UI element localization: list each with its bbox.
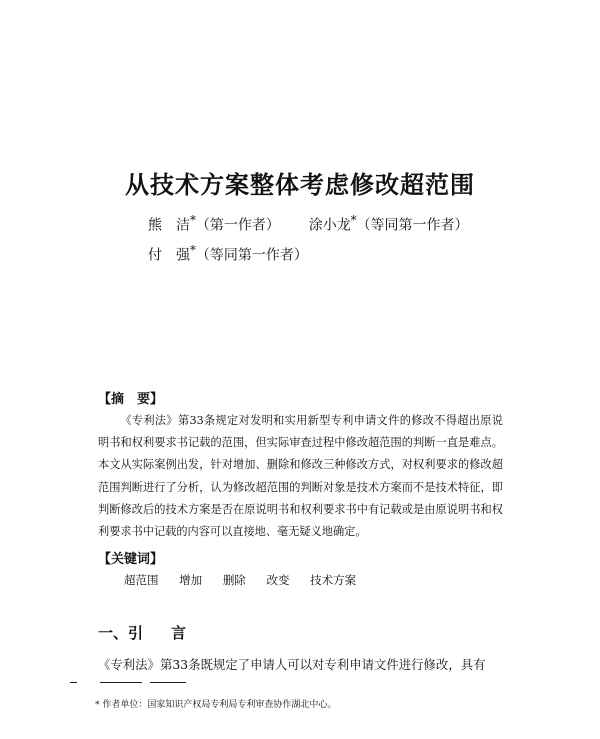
section-title: 言 [171,624,187,642]
paper-title: 从技术方案整体考虑修改超范围 [125,171,475,199]
section-heading [98,622,186,643]
keyword: 增加 [179,573,203,587]
section-text: 《专利法》第33条既规定了申请人可以对专利申请文件进行修改，具有 [98,657,486,672]
keyword: 超范围 [124,573,159,587]
author-name: 涂小龙 [308,217,351,234]
author-mark: * [190,242,196,257]
keyword: 改变 [266,573,290,587]
author-name: 付 强 [148,247,190,264]
abstract-text: 《专利法》第33条规定对发明和实用新型专利申请文件的修改不得超出原说明书和权利要求书记载的范围，但实际审查过程中修改超范围的判断一直是难点。本文从实际案例出发，针对增加、删除和修改三种修改方式，对权利要求的修改超范围判断进行了分析，认为修改超范围的判断对象是技术方案而不是技术特征，即判断修改后的技术方案是否在原说明书和权利要求书中有记载或是由原说明书和权利要求书中记载的内容可以直接地、毫无疑义地确定。 [98,414,503,539]
keywords-list [124,572,373,588]
footnote-rule [150,682,186,683]
author-mark: * [350,213,357,227]
author-mark: * [190,213,196,227]
author-line-1 [148,208,469,238]
author-line-2 [148,238,469,268]
author-name: 熊 洁 [148,217,190,234]
author-block [148,208,469,267]
section-number: 一、引 [98,624,144,642]
author-role: （等同第一作者） [356,217,469,234]
footnote: * 作者单位：国家知识产权局专利局专利审查协作湖北中心。 [95,700,337,710]
footnote-rule [100,682,142,683]
keyword: 技术方案 [310,573,357,587]
author-role: （等同第一作者） [195,247,308,264]
keywords-heading: 【关键词】 [98,552,164,567]
abstract-heading: 【摘 要】 [98,392,164,407]
keyword: 删除 [222,573,246,587]
author-role: （第一作者） [195,217,280,234]
footnote-rule [70,682,77,683]
